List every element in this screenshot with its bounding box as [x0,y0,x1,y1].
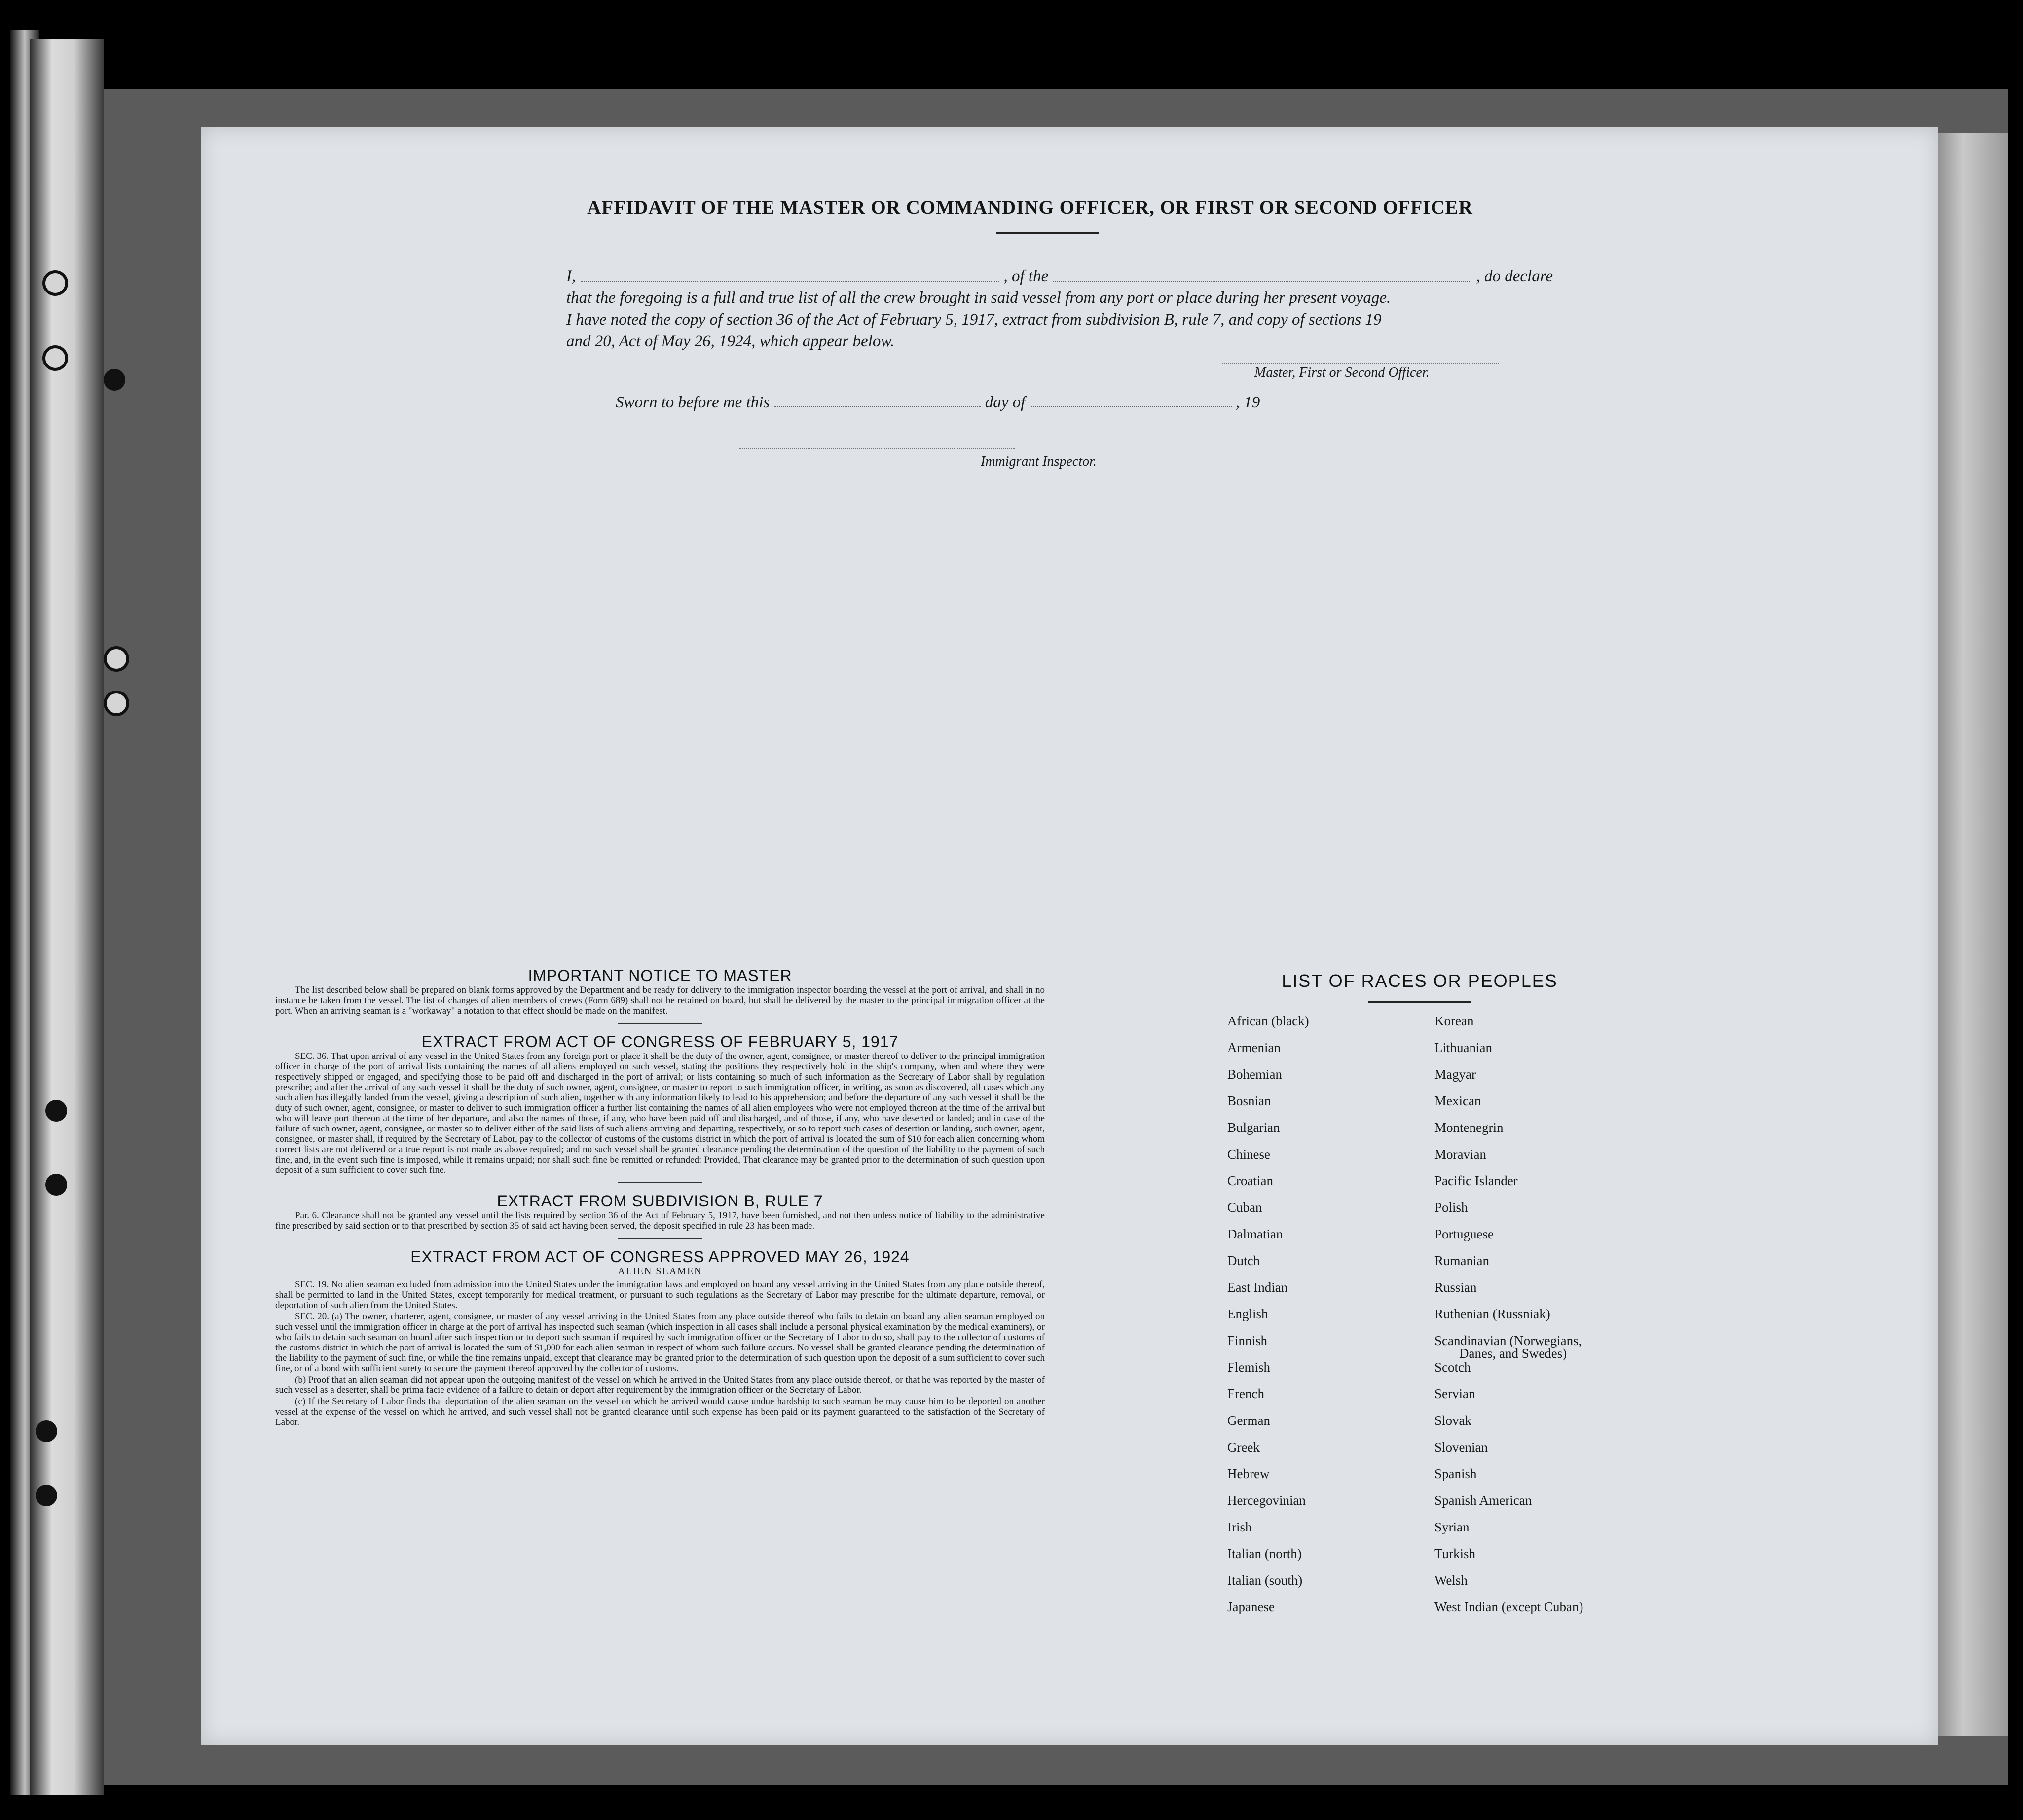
race-item: Ruthenian (Russniak) [1434,1307,1550,1321]
race-item: Scotch [1434,1360,1471,1375]
race-item: Irish [1227,1520,1252,1534]
sworn-line [616,394,1306,412]
affidavit-line-3: I have noted the copy of section 36 of the Act of February 5, 1917, extract from subdivision B, rule 7, and copy of sections 19 [566,311,1382,328]
races-title: LIST OF RACES OR PEOPLES [1282,971,1558,991]
day-blank [774,406,981,407]
race-item: Turkish [1434,1546,1476,1561]
notice-column [275,967,1045,1428]
affidavit-title: AFFIDAVIT OF THE MASTER OR COMMANDING OFFICER, OR FIRST OR SECOND OFFICER [587,197,1473,218]
extract-1924-title: EXTRACT FROM ACT OF CONGRESS APPROVED MAY 26, 1924 [410,1248,910,1266]
punch-hole [45,1100,67,1122]
section-divider [618,1182,702,1183]
race-item: Mexican [1434,1093,1481,1108]
affidavit-line-2: that the foregoing is a full and true list of all the crew brought in said vessel from any port or place during her present voyage. [566,289,1391,307]
punch-hole [36,1420,57,1442]
underlying-sheet-edge [1934,133,2008,1736]
race-item: Montenegrin [1434,1120,1504,1135]
extract-1924-sec20a: SEC. 20. (a) The owner, charterer, agent, consignee, or master of any vessel arriving in the United States from any place outside thereof who fails to detain on board any alien seaman employed on such vessel until the immigration officer in charge at the port of arrival has inspected such seaman (which inspection in all cases shall include a personal physical examination by the medical examiners), or who fails to detain such seaman on board after such inspection or to deport such seaman if required by such immigration officer or the Secretary of Labor to do so, shall pay to the collector of customs of the customs district in which the port of arrival is located the sum of $1,000 for each alien seaman in respect of whom such failure occurs. No vessel shall be granted clearance pending the determination of the liability to the payment of such fine, or while the fine remains unpaid, except that clearance may be granted prior to the determination of such question upon the deposit of a sum sufficient to cover such fine, or of a bond with sufficient surety to secure the payment thereof approved by the collector of customs. [275,1311,1045,1374]
notice-title: IMPORTANT NOTICE TO MASTER [528,967,792,984]
sworn-prefix: Sworn to before me this [616,394,770,411]
affidavit-line-1 [566,265,1553,287]
document-page [201,127,1938,1745]
affidavit-of-the: , of the [1003,267,1049,285]
race-item: Finnish [1227,1333,1268,1348]
race-item: Flemish [1227,1360,1271,1375]
sworn-year: , 19 [1235,394,1260,411]
inspector-label: Immigrant Inspector. [981,454,1097,469]
race-item: Russian [1434,1280,1477,1295]
sworn-day: day of [985,394,1026,411]
race-item-continuation: Danes, and Swedes) [1459,1346,1567,1361]
race-item: Cuban [1227,1200,1262,1215]
race-item: Japanese [1227,1600,1275,1614]
race-item: African (black) [1227,1014,1309,1028]
race-item: Syrian [1434,1520,1470,1534]
punch-hole [42,270,68,296]
race-item: Italian (south) [1227,1573,1303,1588]
notice-body: The list described below shall be prepared on blank forms approved by the Department and be ready for delivery to the immigration inspector boarding the vessel at the port of arrival, and shall in no instance be taken from the vessel. The list of changes of alien members of crews (Form 689) shall not be retained on board, but shall be delivered by the master to the principal immigration officer at the port. When an arriving seaman is a "workaway" a notation to that effect should be made on the manifest. [275,985,1045,1016]
race-item: Bohemian [1227,1067,1282,1082]
affidavit-line-4: and 20, Act of May 26, 1924, which appear below. [566,332,895,350]
race-item: Slovenian [1434,1440,1488,1455]
race-item: East Indian [1227,1280,1288,1295]
race-item: Dutch [1227,1253,1260,1268]
race-item: Korean [1434,1014,1474,1028]
punch-hole [36,1485,57,1506]
race-item: Armenian [1227,1040,1281,1055]
name-blank [581,265,998,282]
subdivision-title: EXTRACT FROM SUBDIVISION B, RULE 7 [497,1192,823,1210]
affidavit-body [566,265,1553,352]
master-label: Master, First or Second Officer. [1254,365,1430,380]
race-item: Moravian [1434,1147,1486,1162]
race-item: Croatian [1227,1173,1273,1188]
races-divider [1368,1001,1471,1003]
master-signature-line [1222,363,1499,364]
inspector-signature-line [739,448,1015,449]
race-item: Bulgarian [1227,1120,1280,1135]
extract-1917-title: EXTRACT FROM ACT OF CONGRESS OF FEBRUARY 5, 1917 [421,1033,899,1051]
race-item: Polish [1434,1200,1468,1215]
race-item: German [1227,1413,1270,1428]
extract-1917-body: SEC. 36. That upon arrival of any vessel in the United States from any foreign port or place it shall be the duty of the owner, agent, consignee, or master thereof to deliver to the principal immigration officer in charge of the port of arrival lists containing the names of all aliens employed on such vessel, stating the positions they respectively hold in the ship's company, when and where they were respectively shipped or engaged, and specifying those to be paid off and discharged in the port of arrival; or lists containing so much of such information as the Secretary of Labor shall by regulation prescribe; and after the arrival of any such vessel it shall be the duty of such owner, agent, consignee, or master to report to such immigration officer, in writing, as soon as discovered, all cases which any such alien has illegally landed from the vessel, giving a description of such alien, together with any information likely to lead to his apprehension; and before the departure of any such vessel it shall be the duty of such owner, agent, consignee, or master to deliver to such immigration officer a further list containing the names of all alien employees who were not employed thereon at the time of the arrival but who will leave port thereon at the time of her departure, and also the names of those, if any, who have been paid off and discharged, and of those, if any, who have deserted or landed; and in case of the failure of such owner, agent, consignee, or master so to deliver either of the said lists of such aliens arriving and departing, respectively, or so to report such cases of desertion or landing, such owner, agent, consignee, or master shall, if required by the Secretary of Labor, pay to the collector of customs of the customs district in which the port of arrival is located the sum of $10 for each alien concerning whom correct lists are not delivered or a true report is not made as above required; and no such vessel shall be granted clearance pending the determination of the question of the liability to the payment of such fine, and, in the event such fine is imposed, while it remains unpaid; nor shall such fine be remitted or refunded: Provided, That clearance may be granted prior to the determination of such question upon deposit of a sum sufficient to cover such fine. [275,1051,1045,1175]
race-item: Greek [1227,1440,1260,1455]
race-item: Spanish American [1434,1493,1532,1508]
punch-hole [104,369,125,391]
race-item: Hebrew [1227,1466,1270,1481]
race-item: Portuguese [1434,1227,1494,1241]
race-item: English [1227,1307,1268,1321]
race-item: West Indian (except Cuban) [1434,1600,1583,1614]
punch-hole [104,691,129,716]
extract-1924-sec20b: (b) Proof that an alien seaman did not appear upon the outgoing manifest of the vessel on which he arrived in the United States from any place outside thereof, or that he was reported by the master of such vessel as a deserter, shall be prima facie evidence of a failure to detain or deport after requirement by the immigration officer or the Secretary of Labor. [275,1375,1045,1395]
punch-hole [104,646,129,672]
race-item: Chinese [1227,1147,1270,1162]
title-divider [996,232,1099,234]
race-item: Rumanian [1434,1253,1489,1268]
race-item: French [1227,1386,1264,1401]
vessel-blank [1053,265,1471,282]
race-item: Scandinavian (Norwegians, [1434,1333,1582,1348]
extract-1924-sec19: SEC. 19. No alien seaman excluded from admission into the United States under the immigration laws and employed on board any vessel arriving in the United States from any place outside thereof, shall be permitted to land in the United States, except temporarily for medical treatment, or pursuant to such regulations as the Secretary of Labor may prescribe for the ultimate departure, removal, or deportation of such alien from the United States. [275,1279,1045,1310]
race-item: Slovak [1434,1413,1472,1428]
section-divider [618,1238,702,1239]
race-item: Hercegovinian [1227,1493,1306,1508]
extract-1924-subtitle: ALIEN SEAMEN [618,1266,702,1276]
punch-hole [42,345,68,371]
races-column [1227,971,1612,1614]
race-item: Dalmatian [1227,1227,1283,1241]
race-item: Welsh [1434,1573,1468,1588]
race-item: Spanish [1434,1466,1477,1481]
punch-hole [45,1174,67,1196]
race-item: Pacific Islander [1434,1173,1518,1188]
race-item: Servian [1434,1386,1475,1401]
race-item: Lithuanian [1434,1040,1492,1055]
month-blank [1030,406,1232,407]
race-item: Italian (north) [1227,1546,1302,1561]
extract-1924-sec20c: (c) If the Secretary of Labor finds that deportation of the alien seaman on the vessel on which he arrived would cause undue hardship to such seaman he may cause him to be deported on another vessel at the expense of the vessel on which he arrived, and such vessel shall not be granted clearance until such expense has been paid or its payment guaranteed to the satisfaction of the Secretary of Labor. [275,1396,1045,1427]
affidavit-i: I, [566,267,576,285]
binding-strip [30,39,104,1795]
race-item: Magyar [1434,1067,1476,1082]
subdivision-body: Par. 6. Clearance shall not be granted any vessel until the lists required by section 36 of the Act of February 5, 1917, have been furnished, and not then unless notice of liability to the administrative fine prescribed by said section or to that prescribed by section 35 of said act having been served, the deposit specified in rule 23 has been made. [275,1210,1045,1231]
section-divider [618,1023,702,1024]
affidavit-declare: , do declare [1476,267,1553,285]
race-item: Bosnian [1227,1093,1271,1108]
